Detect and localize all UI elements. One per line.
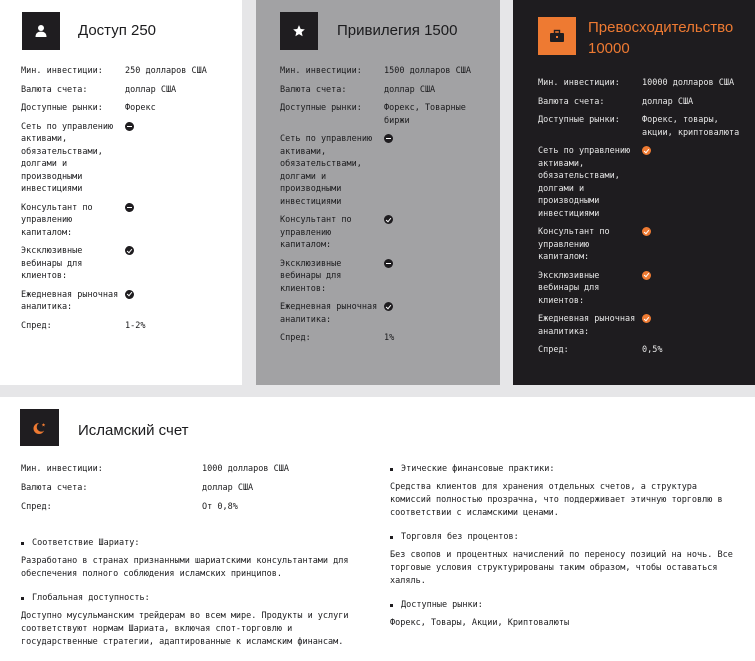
row-value: доллар США — [202, 483, 254, 493]
row-currency — [538, 96, 753, 109]
row-label: Сеть по управлению активами, обязательствами, долгами и производными инвестициями — [21, 121, 114, 194]
feature-interest-free — [390, 531, 740, 588]
row-label: Консультант по управлению капиталом: — [280, 215, 352, 250]
plan-details — [21, 65, 236, 338]
row-consultant — [21, 202, 236, 240]
feature-global — [21, 592, 366, 649]
row-asset-network — [21, 121, 236, 196]
row-label: Валюта счета: — [538, 96, 605, 107]
row-consultant — [538, 226, 753, 264]
plan-title: Доступ 250 — [78, 22, 157, 39]
row-spread — [21, 501, 351, 513]
briefcase-icon — [549, 29, 565, 43]
plan-title: Превосходительство 10000 — [588, 19, 734, 57]
feature-title: Соответствие Шариату: — [32, 538, 140, 548]
row-spread — [21, 320, 236, 333]
row-analytics — [538, 313, 753, 338]
row-analytics — [280, 301, 495, 326]
feature-title: Глобальная доступность: — [32, 593, 150, 603]
check-circle-icon — [384, 302, 393, 311]
row-label: Доступные рынки: — [538, 115, 620, 125]
feature-markets — [390, 599, 740, 630]
row-min-investment — [21, 65, 236, 78]
row-label: Эксклюзивные вебинары для клиентов: — [21, 246, 83, 281]
row-label: Мин. инвестиции: — [538, 78, 620, 88]
row-label: Сеть по управлению активами, обязательствами, долгами и производными инвестициями — [538, 146, 631, 219]
row-min-investment — [538, 77, 753, 90]
row-min-investment — [21, 463, 351, 475]
row-label: Эксклюзивные вебинары для клиентов: — [280, 258, 342, 294]
row-currency — [21, 84, 236, 97]
row-label: Спред: — [21, 320, 52, 331]
row-label: Мин. инвестиции: — [21, 464, 103, 474]
feature-title: Этические финансовые практики: — [401, 464, 555, 474]
row-value: 1-2% — [125, 320, 146, 331]
bullet-icon — [21, 597, 24, 600]
row-label: Ежедневная рыночная аналитика: — [538, 314, 636, 337]
feature-sharia — [21, 537, 366, 581]
row-webinars — [538, 270, 753, 308]
feature-text: Разработано в странах признанными шариатскими консультантами для обеспечения полного соблюдения исламских принципов. — [21, 556, 349, 579]
row-label: Консультант по управлению капиталом: — [538, 227, 610, 262]
row-markets — [280, 102, 495, 127]
feature-ethics — [390, 463, 740, 520]
check-circle-icon — [125, 290, 134, 299]
check-circle-icon — [384, 215, 393, 224]
bullet-icon — [390, 604, 393, 607]
feature-title: Доступные рынки: — [401, 600, 483, 610]
feature-text: Средства клиентов для хранения отдельных счетов, а структура комиссий полностью прозрачна, что поддерживает этичную торговлю в соответствии с исламскими ценами. — [390, 482, 723, 518]
plan-icon-box — [20, 409, 59, 446]
row-value: 0,5% — [642, 345, 663, 355]
row-value: Форекс, Товарные биржи — [384, 103, 466, 126]
bullet-icon — [390, 536, 393, 539]
plan-card-excellence-10000 — [513, 0, 755, 385]
row-label: Валюта счета: — [21, 483, 88, 493]
plan-details — [280, 65, 495, 351]
features-right — [390, 463, 740, 641]
row-consultant — [280, 214, 495, 252]
row-label: Доступные рынки: — [21, 103, 103, 113]
row-label: Валюта счета: — [280, 84, 347, 95]
row-value: 250 долларов США — [125, 66, 207, 76]
row-label: Сеть по управлению активами, обязательствами, долгами и производными инвестициями — [280, 134, 373, 207]
feature-text: Форекс, Товары, Акции, Криптовалюты — [390, 618, 570, 628]
bullet-icon — [390, 468, 393, 471]
plan-icon-box — [22, 12, 60, 50]
row-spread — [538, 344, 753, 357]
row-currency — [280, 84, 495, 97]
row-asset-network — [280, 133, 495, 208]
row-label: Ежедневная рыночная аналитика: — [280, 302, 378, 325]
crescent-star-icon — [32, 420, 48, 436]
row-markets — [21, 102, 236, 115]
row-label: Мин. инвестиции: — [21, 66, 103, 76]
minus-circle-icon — [384, 259, 393, 268]
features-left — [21, 537, 366, 660]
row-label: Мин. инвестиции: — [280, 66, 362, 76]
row-value: Форекс — [125, 103, 156, 113]
row-currency — [21, 482, 351, 494]
row-label: Эксклюзивные вебинары для клиентов: — [538, 270, 600, 306]
row-value: От 0,8% — [202, 502, 238, 512]
row-label: Доступные рынки: — [280, 103, 362, 113]
check-circle-icon — [642, 146, 651, 155]
user-icon — [34, 24, 48, 38]
row-label: Консультант по управлению капиталом: — [21, 202, 93, 238]
row-value: 10000 долларов США — [642, 78, 735, 88]
plan-icon-box — [538, 17, 576, 55]
check-circle-icon — [125, 246, 134, 255]
row-asset-network — [538, 145, 753, 220]
minus-circle-icon — [125, 203, 134, 212]
star-icon — [292, 24, 306, 38]
row-label: Спред: — [21, 502, 52, 512]
row-value: 1500 долларов США — [384, 66, 471, 76]
row-min-investment — [280, 65, 495, 78]
plan-card-access-250 — [0, 0, 242, 385]
plan-details — [538, 77, 753, 363]
check-circle-icon — [642, 271, 651, 280]
row-label: Спред: — [538, 345, 569, 355]
plan-card-privilege-1500 — [256, 0, 500, 385]
row-value: доллар США — [125, 84, 177, 95]
row-label: Ежедневная рыночная аналитика: — [21, 289, 119, 312]
row-markets — [538, 114, 753, 139]
row-analytics — [21, 289, 236, 314]
row-webinars — [280, 258, 495, 296]
row-webinars — [21, 245, 236, 283]
row-value: доллар США — [384, 84, 436, 95]
minus-circle-icon — [125, 122, 134, 131]
panel-title: Исламский счет — [78, 422, 189, 439]
islamic-details — [21, 463, 351, 520]
feature-title: Торговля без процентов: — [401, 532, 519, 542]
feature-text: Доступно мусульманским трейдерам во всем мире. Продукты и услуги соответствуют нормам Шариата, включая спот-торговлю и государственные стратегии, адаптированные к исламским финансам. — [21, 611, 349, 647]
islamic-account-panel — [0, 397, 755, 661]
row-value: доллар США — [642, 96, 694, 107]
plan-title: Привилегия 1500 — [337, 22, 458, 39]
row-value: 1% — [384, 333, 395, 343]
minus-circle-icon — [384, 134, 393, 143]
row-label: Спред: — [280, 333, 311, 343]
plan-icon-box — [280, 12, 318, 50]
feature-text: Без свопов и процентных начислений по переносу позиций на ночь. Все торговые условия структурированы таким образом, чтобы оставаться халяль. — [390, 550, 733, 586]
row-label: Валюта счета: — [21, 84, 88, 95]
row-value: Форекс, товары, акции, криптовалюта — [642, 115, 740, 138]
row-spread — [280, 332, 495, 345]
bullet-icon — [21, 542, 24, 545]
check-circle-icon — [642, 227, 651, 236]
row-value: 1000 долларов США — [202, 464, 289, 474]
check-circle-icon — [642, 314, 651, 323]
